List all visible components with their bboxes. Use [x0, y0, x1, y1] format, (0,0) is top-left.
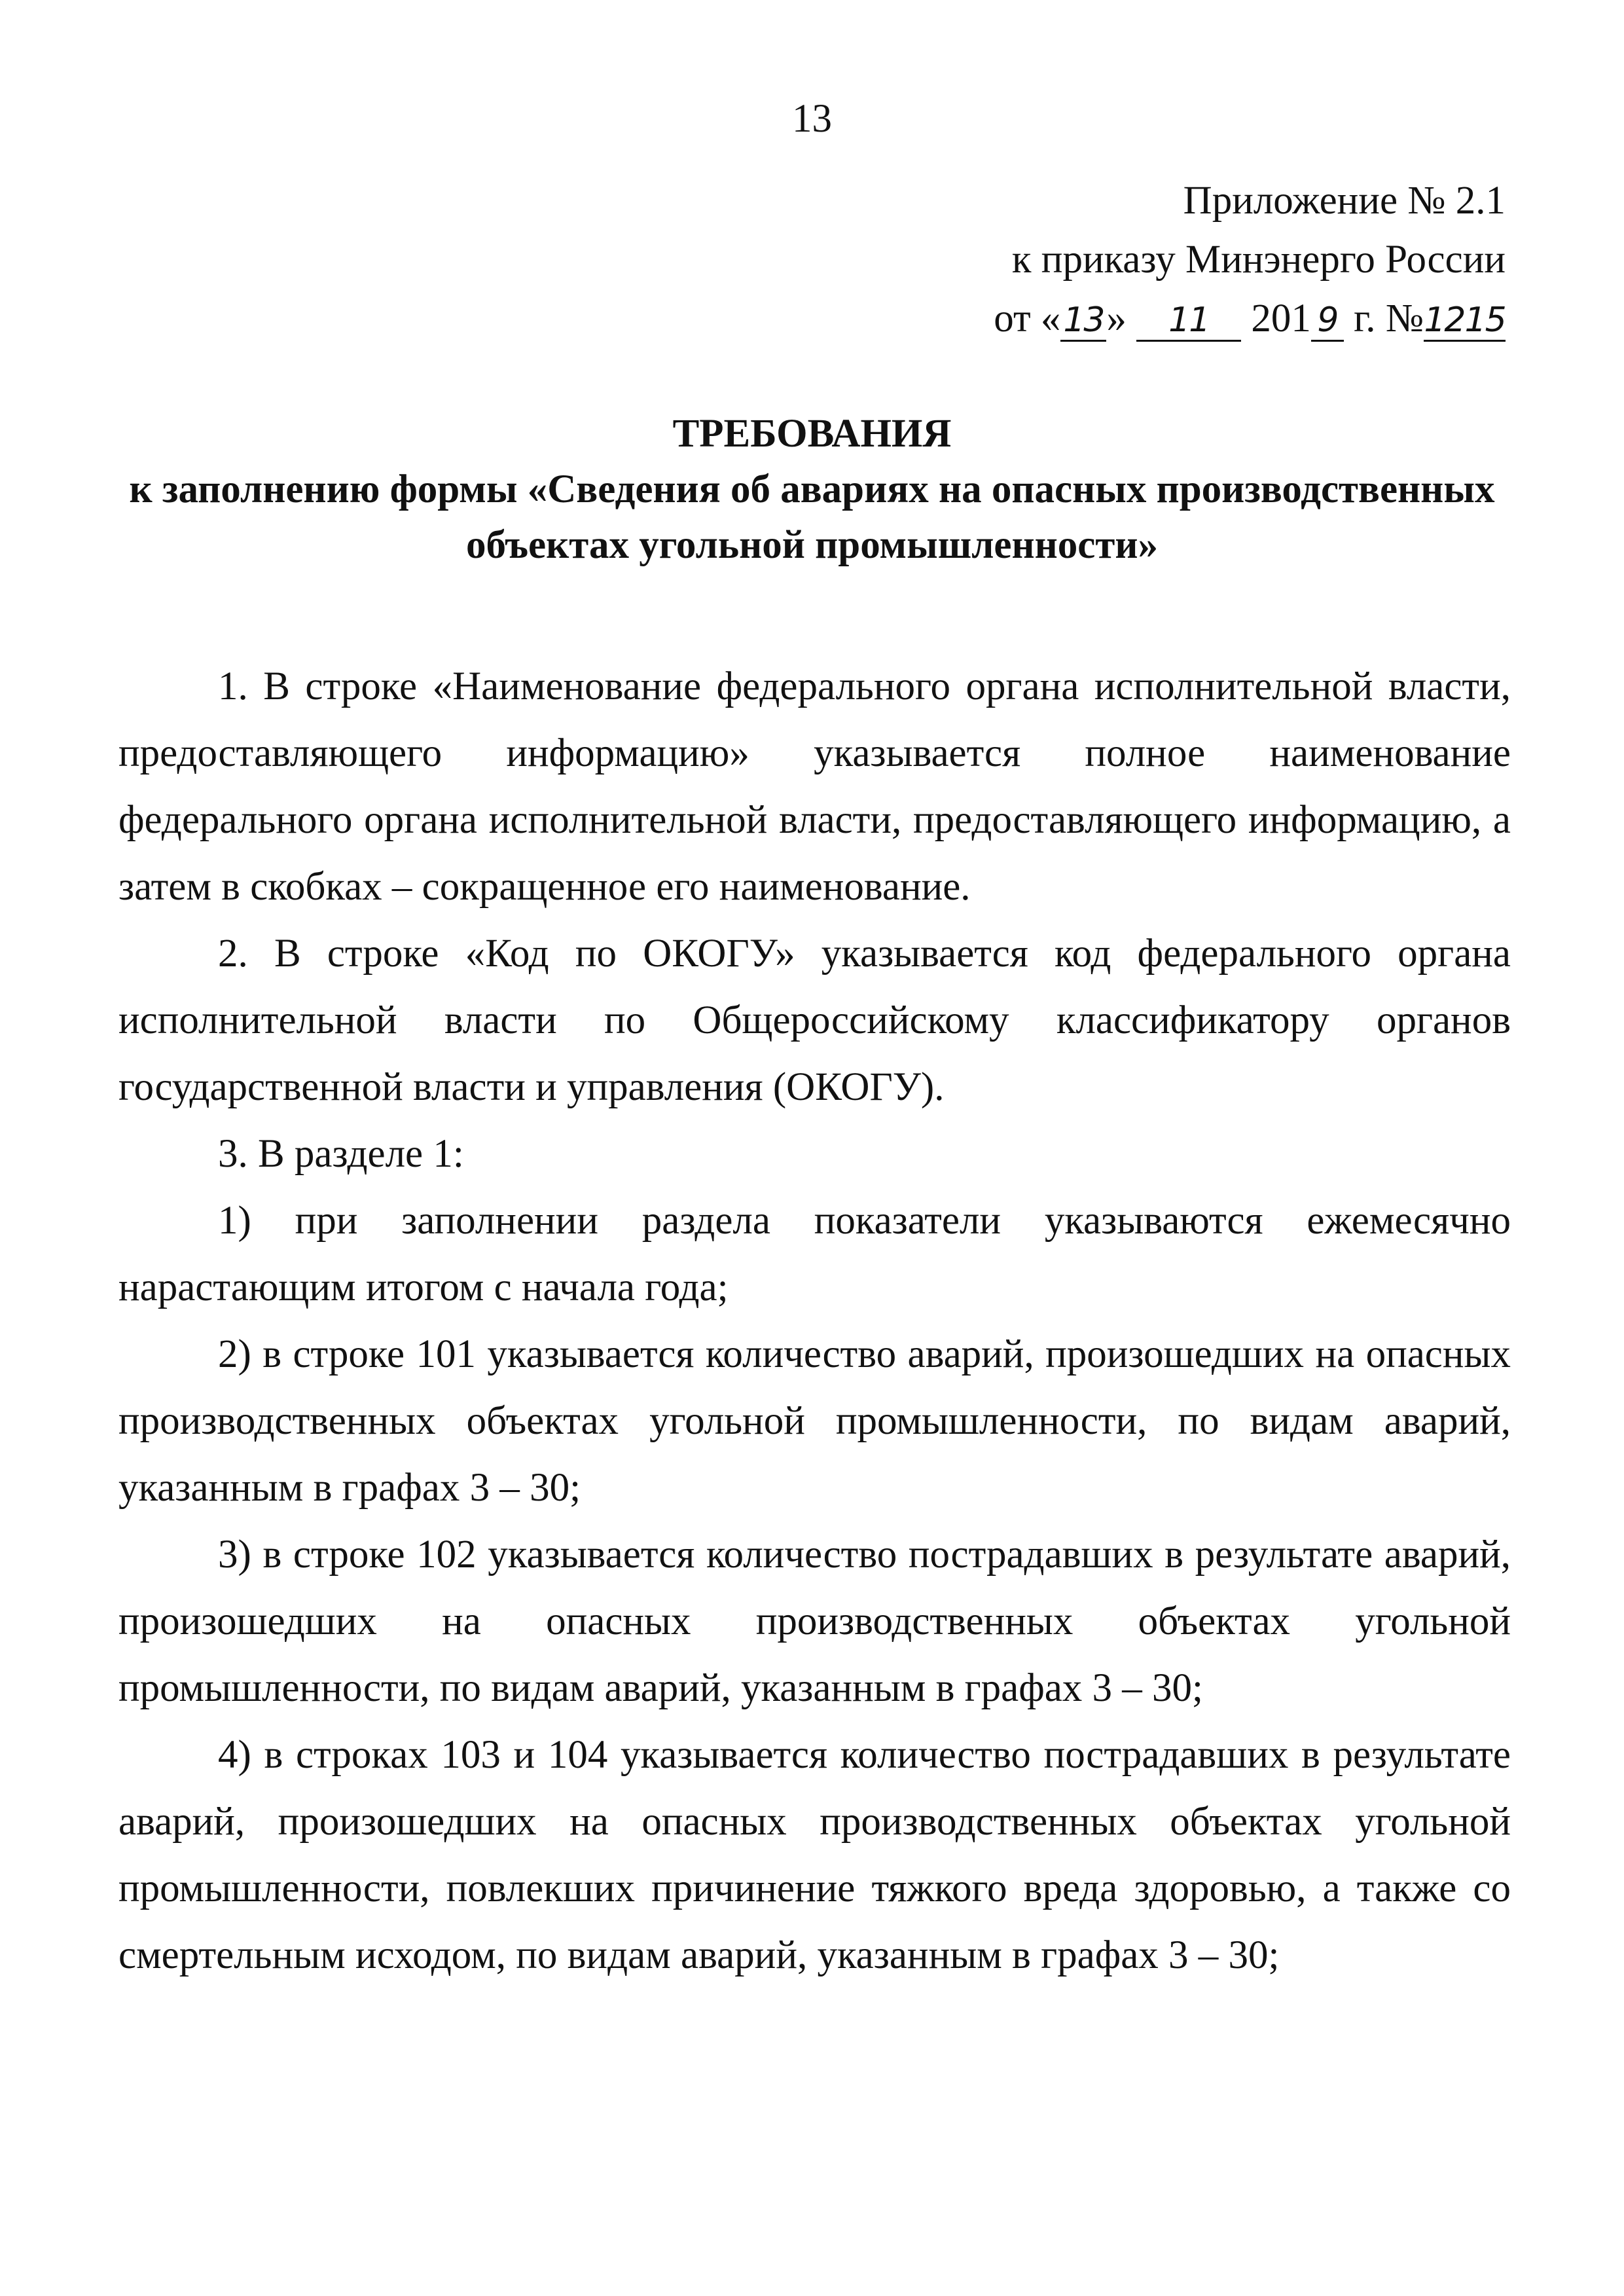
paragraph-2: 2. В строке «Код по ОКОГУ» указывается код федерального органа исполнительной власти по Общероссийскому классификатору органов государственной власти и управления (ОКОГУ). [118, 932, 1511, 1109]
year-field [1311, 299, 1344, 342]
year-prefix: 201 [1251, 297, 1311, 340]
paragraph-3-item-4: 4) в строках 103 и 104 указывается количество пострадавших в результате аварий, произошедших на опасных производственных объектах угольной промышленности, повлекших причинение тяжкого вреда здоровью, а также со смертельным исходом, по видам аварий, указанным в графах 3 – 30; [118, 1733, 1511, 1977]
document-title [0, 406, 1624, 573]
day-field [1060, 299, 1106, 342]
paragraph-3-item-2: 2) в строке 101 указывается количество аварий, произошедших на опасных производственных объектах угольной промышленности, по видам аварий, указанным в графах 3 – 30; [118, 1332, 1511, 1510]
order-number-handwritten: 1215 [1424, 301, 1505, 342]
page-number: 13 [792, 97, 832, 141]
order-number-field [1424, 299, 1506, 342]
paragraph-1: 1. В строке «Наименование федерального органа исполнительной власти, предоставляющего информацию» указывается полное наименование федерального органа исполнительной власти, предоставляющего информацию, а затем в скобках – сокращенное его наименование. [118, 665, 1511, 909]
year-handwritten: 9 [1317, 301, 1338, 340]
title-subline-2: объектах угольной промышленности» [466, 523, 1158, 567]
paragraph-3-item-3: 3) в строке 102 указывается количество пострадавших в результате аварий, произошедших на опасных производственных объектах угольной промышленности, по видам аварий, указанным в графах 3 – 30; [118, 1533, 1511, 1710]
paragraph-3: 3. В разделе 1: [218, 1132, 464, 1176]
order-number-label: г. № [1354, 297, 1424, 340]
appendix-header [994, 172, 1506, 348]
title-subline-1: к заполнению формы «Сведения об авариях на опасных производственных [129, 467, 1495, 511]
title-heading: ТРЕБОВАНИЯ [672, 412, 952, 456]
appendix-title: Приложение № 2.1 [1183, 179, 1506, 223]
month-handwritten: 11 [1168, 301, 1210, 340]
paragraph-3-item-1: 1) при заполнении раздела показатели указываются ежемесячно нарастающим итогом с начала года; [118, 1199, 1511, 1309]
date-mid: » [1106, 297, 1127, 340]
appendix-order-ref: к приказу Минэнерго России [1011, 238, 1506, 282]
month-field [1136, 299, 1241, 342]
document-body [118, 653, 1511, 1989]
date-prefix: от « [994, 297, 1061, 340]
day-handwritten: 13 [1063, 301, 1104, 340]
appendix-date-line [994, 289, 1506, 348]
